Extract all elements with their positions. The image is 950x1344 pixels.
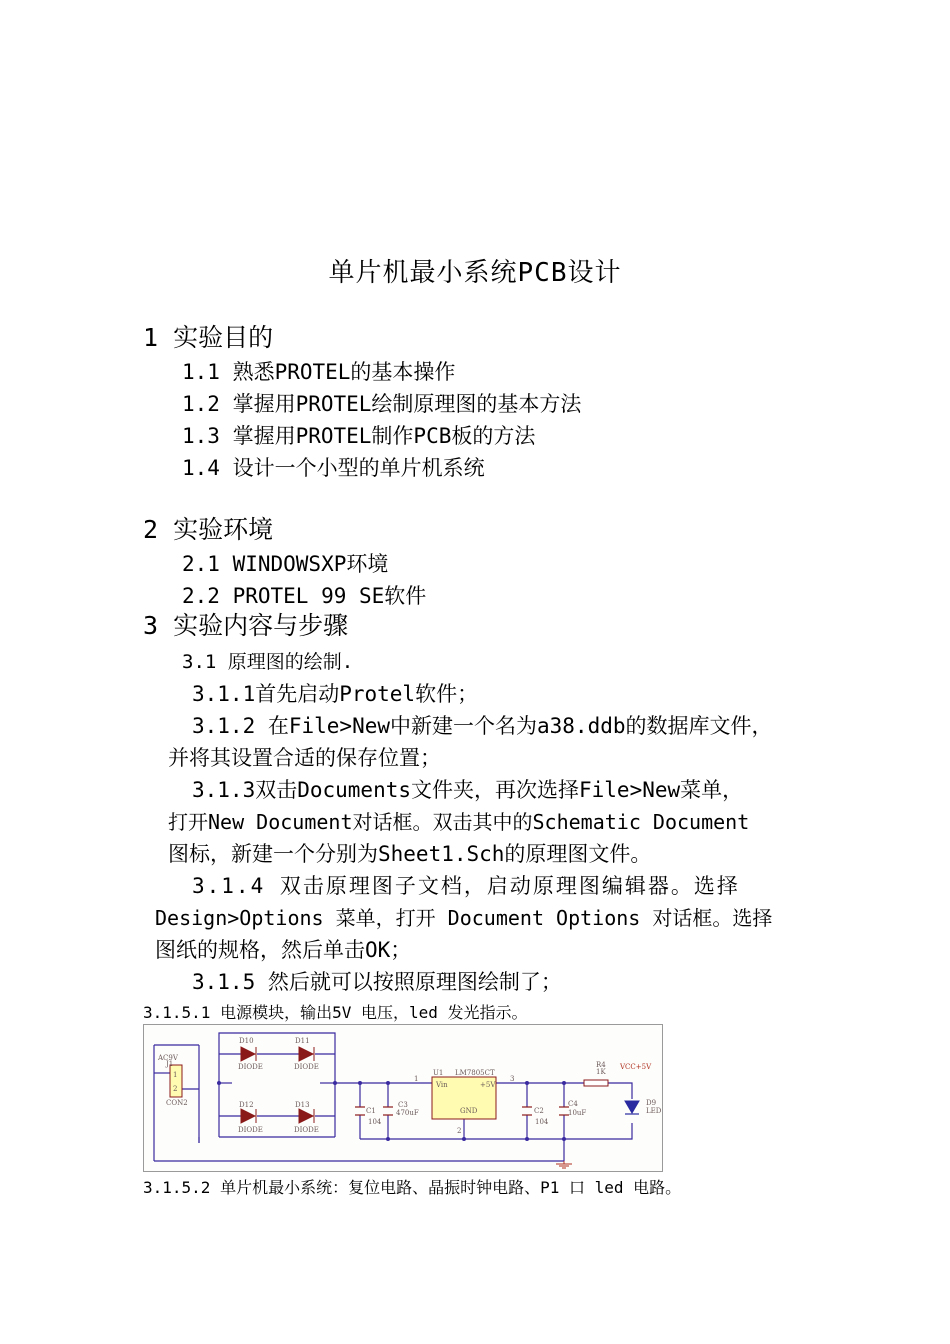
label-d12: D12 (239, 1101, 254, 1109)
label-c1: C1 (366, 1107, 376, 1115)
label-c4-value: 10uF (568, 1109, 587, 1117)
page-title: 单片机最小系统PCB设计 (328, 258, 622, 288)
ground-symbol (556, 1161, 572, 1168)
label-con2: CON2 (166, 1099, 188, 1107)
label-gnd: GND (460, 1107, 478, 1115)
label-d11-diode: DIODE (294, 1063, 319, 1071)
label-ac-input: AC9V (158, 1054, 178, 1062)
bridge-diodes (241, 1047, 314, 1123)
section-1-item-3: 1.3 掌握用PROTEL制作PCB板的方法 (182, 424, 536, 448)
label-j1: J1 (166, 1060, 174, 1068)
step-3-1-3-line-3: 图标，新建一个分别为Sheet1.Sch的原理图文件。 (168, 842, 652, 866)
schematic-wires (154, 1033, 632, 1161)
label-vcc: VCC+5V (620, 1063, 652, 1071)
caption-power-module: 3.1.5.1 电源模块，输出5V 电压，led 发光指示。 (143, 1003, 528, 1022)
section-1-item-2: 1.2 掌握用PROTEL绘制原理图的基本方法 (182, 392, 582, 416)
section-3-sub: 3.1 原理图的绘制. (182, 651, 354, 673)
label-d11: D11 (295, 1037, 310, 1045)
label-d10-diode: DIODE (238, 1063, 263, 1071)
j1-pin-2: 2 (173, 1085, 178, 1093)
label-u1: U1 (433, 1069, 444, 1077)
label-c2: C2 (534, 1107, 544, 1115)
section-2-item-1: 2.1 WINDOWSXP环境 (182, 552, 389, 576)
label-out: +5V (480, 1081, 496, 1089)
label-c2-value: 104 (535, 1118, 549, 1126)
resistor-r4 (584, 1080, 608, 1086)
step-3-1-4-line-2: Design>Options 菜单，打开 Document Options 对话框。选择 (155, 906, 773, 930)
j1-pin-1: 1 (173, 1071, 178, 1079)
label-u1-part: LM7805CT (455, 1069, 495, 1077)
step-3-1-3-line-2: 打开New Document对话框。双击其中的Schematic Document (168, 810, 750, 834)
label-c4: C4 (568, 1100, 578, 1108)
step-3-1-4-line-1: 3.1.4 双击原理图子文档，启动原理图编辑器。选择 (192, 874, 740, 898)
section-2-item-2: 2.2 PROTEL 99 SE软件 (182, 584, 427, 608)
step-3-1-2-line-1: 3.1.2 在File>New中新建一个名为a38.ddb的数据库文件， (192, 714, 773, 738)
led-d9 (625, 1101, 639, 1113)
section-2-heading: 2 实验环境 (143, 515, 274, 544)
label-r4: R4 (596, 1061, 606, 1069)
step-3-1-5: 3.1.5 然后就可以按照原理图绘制了； (192, 970, 562, 994)
step-3-1-3-line-1: 3.1.3双击Documents文件夹，再次选择File>New菜单， (192, 778, 744, 802)
schematic-drawing (144, 1025, 662, 1171)
step-3-1-2-line-2: 并将其设置合适的保存位置； (168, 746, 441, 770)
label-d13: D13 (295, 1101, 310, 1109)
section-3-heading: 3 实验内容与步骤 (143, 611, 349, 640)
label-d10: D10 (239, 1037, 254, 1045)
label-vin: Vin (436, 1081, 448, 1089)
label-c1-value: 104 (368, 1118, 382, 1126)
label-d13-diode: DIODE (294, 1126, 319, 1134)
step-3-1-1: 3.1.1首先启动Protel软件； (192, 682, 479, 706)
label-d12-diode: DIODE (238, 1126, 263, 1134)
section-1-item-4: 1.4 设计一个小型的单片机系统 (182, 456, 485, 480)
step-3-1-4-line-3: 图纸的规格，然后单击OK； (155, 938, 412, 962)
junction-dots (217, 1081, 566, 1141)
label-c3-value: 470uF (396, 1109, 419, 1117)
label-pin-3: 3 (510, 1075, 515, 1083)
caption-mcu-system: 3.1.5.2 单片机最小系统：复位电路、晶振时钟电路、P1 口 led 电路。 (143, 1178, 682, 1197)
label-led: LED (646, 1107, 662, 1115)
power-module-schematic (143, 1024, 663, 1172)
label-c3: C3 (398, 1101, 408, 1109)
section-1-item-1: 1.1 熟悉PROTEL的基本操作 (182, 360, 456, 384)
label-pin-1: 1 (414, 1075, 419, 1083)
label-pin-2: 2 (457, 1127, 462, 1135)
section-1-heading: 1 实验目的 (143, 323, 274, 352)
label-r4-value: 1K (596, 1068, 606, 1076)
label-d9: D9 (646, 1099, 657, 1107)
